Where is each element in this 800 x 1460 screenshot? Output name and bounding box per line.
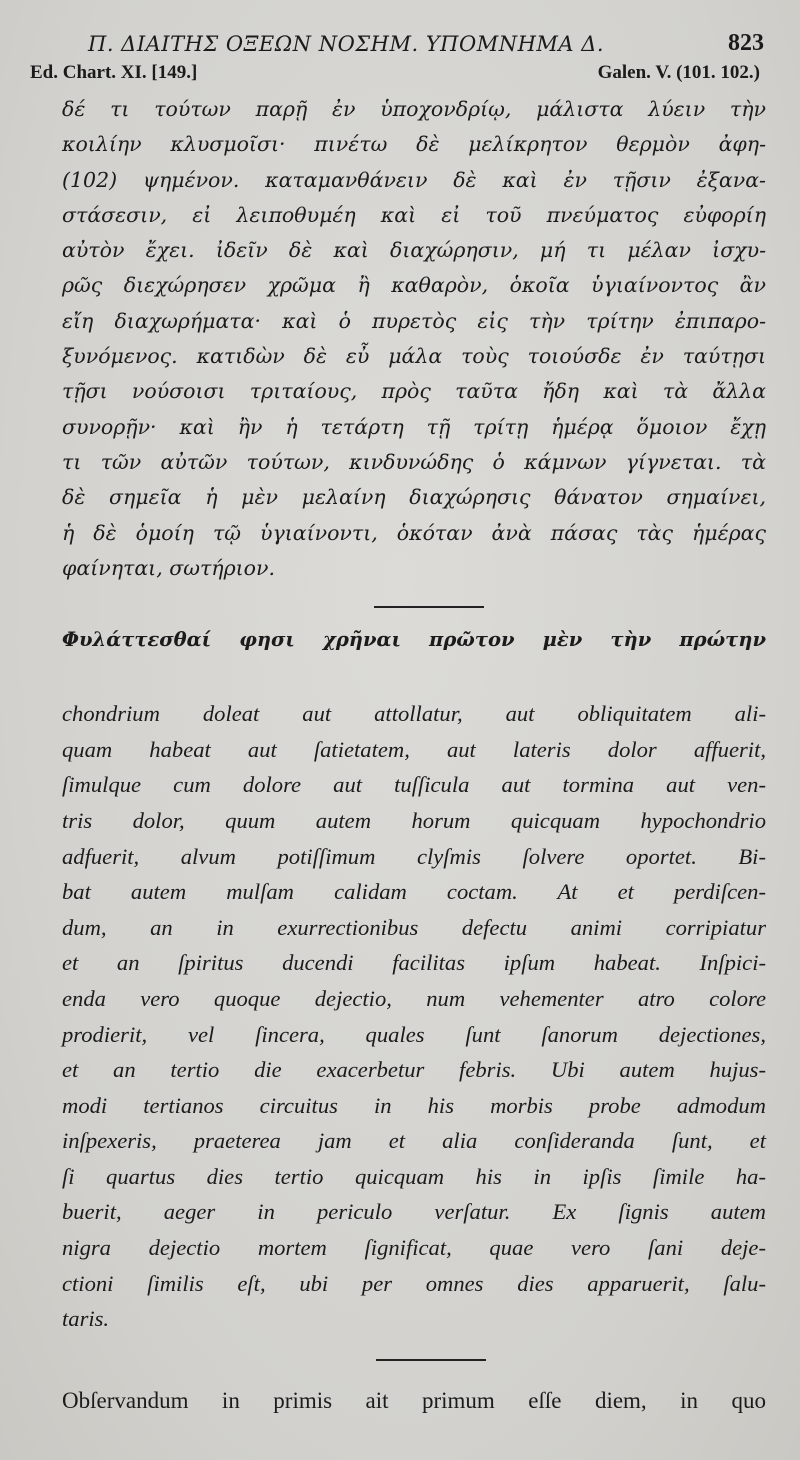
- page-number: 823: [728, 30, 764, 56]
- latin-text-line: modi tertianos circuitus in his morbis probe admodum: [62, 1092, 766, 1118]
- latin-text-line: enda vero quoque dejectio, num vehementer atro colore: [62, 985, 766, 1011]
- greek-text-block: [62, 92, 766, 586]
- running-head: [34, 30, 766, 62]
- next-section-first-line: Obſervandum in primis ait primum eſſe diem, in quo: [62, 1387, 766, 1413]
- latin-text-block: [62, 696, 766, 1337]
- greek-text-line: κοιλίην κλυσμοῖσι· πινέτω δὲ μελίκρητον θερμὸν ἀφη-: [62, 132, 766, 157]
- running-title: Π. ΔΙΑΙΤΗΣ ΟΞΕΩΝ ΝΟΣΗΜ. ΥΠΟΜΝΗΜΑ Δ.: [88, 32, 605, 56]
- latin-text-line: taris.: [62, 1306, 110, 1332]
- latin-text-line: adfuerit, alvum potiſſimum clyſmis ſolvere oportet. Bi-: [62, 843, 766, 869]
- latin-text-line: et an tertio die exacerbetur febris. Ubi autem hujus-: [62, 1057, 766, 1083]
- latin-text-line: tris dolor, quum autem horum quicquam hypochondrio: [62, 807, 766, 833]
- latin-text-line: quam habeat aut ſatietatem, aut lateris dolor affuerit,: [62, 736, 766, 762]
- greek-text-line: δὲ σημεῖα ἡ μὲν μελαίνη διαχώρησις θάνατον σημαίνει,: [62, 485, 766, 510]
- greek-text-line: στάσεσιν, εἰ λειποθυμέη καὶ εἰ τοῦ πνεύματος εὐφορίη: [62, 202, 766, 227]
- edition-chartier-reference: Ed. Chart. XI. [149.]: [30, 62, 198, 83]
- latin-text-line: ſi quartus dies tertio quicquam his in ipſis ſimile ha-: [62, 1163, 766, 1189]
- greek-text-line: τι τῶν αὐτῶν τούτων, κινδυνώδης ὁ κάμνων γίγνεται. τὰ: [62, 449, 766, 474]
- greek-text-line: ρῶς διεχώρησεν χρῶμα ἢ καθαρὸν, ὁκοῖα ὑγιαίνοντος ἂν: [62, 273, 766, 298]
- latin-text-line: ſimulque cum dolore aut tuſſicula aut tormina aut ven-: [62, 772, 766, 798]
- latin-text-line: inſpexeris, praeterea jam et alia conſideranda ſunt, et: [62, 1128, 766, 1154]
- greek-text-line: ξυνόμενος. κατιδὼν δὲ εὖ μάλα τοὺς τοιούσδε ἐν ταύτῃσι: [62, 344, 766, 369]
- edition-reference-line: [30, 62, 766, 92]
- greek-text-line: δέ τι τούτων παρῇ ἐν ὑποχονδρίῳ, μάλιστα λύειν τὴν: [62, 97, 766, 121]
- latin-text-line: nigra dejectio mortem ſignificat, quae vero ſani deje-: [62, 1235, 766, 1261]
- latin-text-line: dum, an in exurrectionibus defectu animi corripiatur: [62, 914, 766, 940]
- latin-text-line: chondrium doleat aut attollatur, aut obliquitatem ali-: [62, 701, 766, 727]
- commentary-lemma: Φυλάττεσθαί φησι χρῆναι πρῶτον μὲν τὴν πρώτην: [62, 628, 766, 652]
- greek-text-line: τῇσι νούσοισι τριταίους, πρὸς ταῦτα ἤδη καὶ τὰ ἄλλα: [62, 379, 766, 404]
- greek-text-line: (102) ψημένον. καταμανθάνειν δὲ καὶ ἐν τῇσιν ἐξανα-: [62, 167, 766, 192]
- greek-text-line: φαίνηται, σωτήριον.: [62, 555, 275, 580]
- greek-text-line: συνορῇν· καὶ ἢν ἡ τετάρτη τῇ τρίτῃ ἡμέρᾳ ὅμοιον ἔχῃ: [62, 414, 766, 439]
- latin-text-line: buerit, aeger in periculo verſatur. Ex ſignis autem: [62, 1199, 766, 1225]
- latin-text-line: prodierit, vel ſincera, quales ſunt ſanorum dejectiones,: [62, 1021, 766, 1047]
- greek-text-line: εἴη διαχωρήματα· καὶ ὁ πυρετὸς εἰς τὴν τρίτην ἐπιπαρο-: [62, 308, 766, 333]
- latin-text-line: ctioni ſimilis eſt, ubi per omnes dies apparuerit, ſalu-: [62, 1270, 766, 1296]
- greek-text-line: ἡ δὲ ὁμοίη τῷ ὑγιαίνοντι, ὁκόταν ἀνὰ πάσας τὰς ἡμέρας: [62, 520, 766, 545]
- greek-text-line: αὐτὸν ἔχει. ἰδεῖν δὲ καὶ διαχώρησιν, μή τι μέλαν ἰσχυ-: [62, 238, 766, 263]
- section-divider: [374, 606, 484, 608]
- edition-galen-reference: Galen. V. (101. 102.): [597, 62, 760, 83]
- latin-text-line: et an ſpiritus ducendi facilitas ipſum habeat. Inſpici-: [62, 950, 766, 976]
- latin-text-line: bat autem mulſam calidam coctam. At et perdiſcen-: [62, 879, 766, 905]
- section-divider: [376, 1359, 486, 1361]
